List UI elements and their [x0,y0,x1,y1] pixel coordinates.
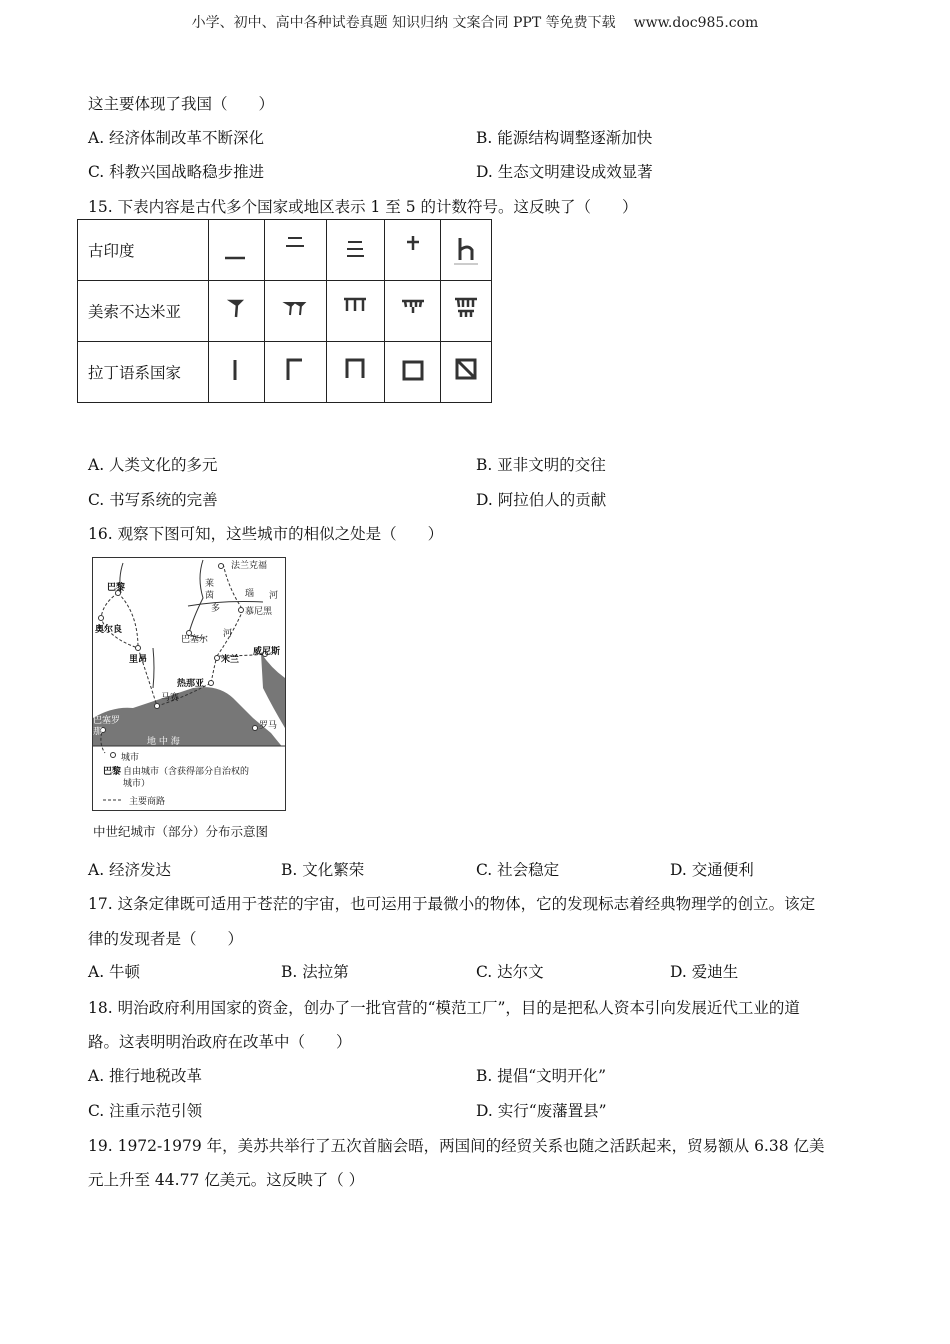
q15-option-d: D. 阿拉伯人的贡献 [476,491,607,509]
meso-numeral-5 [441,281,492,342]
map-title: 中世纪城市（部分）分布示意图 [93,824,269,839]
q17-option-a: A. 牛顿 [88,963,141,981]
meso-numeral-1 [209,281,265,342]
q14-option-b: B. 能源结构调整逐渐加快 [476,129,653,147]
table-row [78,342,492,403]
q14-option-d: D. 生态文明建设成效显著 [476,163,653,181]
india-numeral-1 [209,220,265,281]
legend-free-city: 自由城市（含获得部分自治权的 [123,767,250,777]
latin-numeral-4 [385,342,441,403]
q16-option-b: B. 文化繁荣 [281,861,365,879]
q19-line-1: 19. 1972-1979 年，美苏共举行了五次首脑会晤，两国间的经贸关系也随之活跃起来，贸易额从 6.38 亿美 [88,1137,825,1155]
map-label-milan: 米兰 [221,655,240,665]
map-label-lai: 莱 [205,579,215,589]
latin-numeral-2 [265,342,327,403]
map-label-he: 河 [269,591,279,601]
q17-option-c: C. 达尔文 [476,963,544,981]
q18-line-2: 路。这表明明治政府在改革中（ ） [88,1033,352,1051]
latin-numeral-5 [441,342,492,403]
q15-option-a: A. 人类文化的多元 [88,456,218,474]
q14-stem: 这主要体现了我国（ ） [88,95,275,113]
meso-numeral-2 [265,281,327,342]
row-label-india: 古印度 [78,220,209,281]
map-label-marseille: 马赛 [161,693,180,703]
india-numeral-5 [441,220,492,281]
map-label-munich: 慕尼黑 [245,607,273,617]
map-label-basel: 巴塞尔 [181,635,209,645]
q19-line-2: 元上升至 44.77 亿美元。这反映了（ ） [88,1171,365,1189]
header-url[interactable]: www.doc985.com [633,15,759,31]
page-header [0,12,950,32]
latin-numeral-3 [327,342,385,403]
legend-city: 城市 [121,753,140,763]
q14-option-c: C. 科教兴国战略稳步推进 [88,163,265,181]
legend-paris: 巴黎 [103,767,122,777]
medieval-city-map [92,557,286,811]
map-label-barcelona: 巴塞罗那 [93,716,121,737]
q14-option-a: A. 经济体制改革不断深化 [88,129,265,147]
map-label-nao: 瑙 [245,589,255,599]
map-label-lyon: 里昂 [129,655,148,665]
q15-option-c: C. 书写系统的完善 [88,491,218,509]
q17-line-1: 17. 这条定律既可适用于苍茫的宇宙，也可运用于最微小的物体，它的发现标志着经典物理学的创立。该定 [88,895,816,913]
q18-option-c: C. 注重示范引领 [88,1102,203,1120]
q17-option-b: B. 法拉第 [281,963,349,981]
q18-option-b: B. 提倡“文明开化” [476,1067,607,1085]
india-numeral-2 [265,220,327,281]
q15-stem: 15. 下表内容是古代多个国家或地区表示 1 至 5 的计数符号。这反映了（ ） [88,198,638,216]
q16-option-a: A. 经济发达 [88,861,172,879]
india-numeral-3 [327,220,385,281]
meso-numeral-4 [385,281,441,342]
q18-option-d: D. 实行“废藩置县” [476,1102,607,1120]
legend-trade-route: 主要商路 [129,797,166,807]
map-label-genoa: 热那亚 [177,679,205,689]
row-label-latin: 拉丁语系国家 [78,342,209,403]
q16-option-c: C. 社会稳定 [476,861,560,879]
india-numeral-4 [385,220,441,281]
map-label-rome: 罗马 [259,721,278,731]
map-label-orleans: 奥尔良 [95,625,123,635]
q17-line-2: 律的发现者是（ ） [88,930,244,948]
map-label-paris: 巴黎 [107,583,126,593]
map-label-river: 河 [223,629,233,639]
map-label-duo: 多 [211,604,221,614]
q18-line-1: 18. 明治政府利用国家的资金，创办了一批官营的“模范工厂”，目的是把私人资本引向发展近代工业的道 [88,999,800,1017]
q16-option-d: D. 交通便利 [670,861,754,879]
legend-free-city-cont: 城市） [123,779,151,789]
header-text: 小学、初中、高中各种试卷真题 知识归纳 文案合同 PPT 等免费下载 [191,15,616,31]
meso-numeral-3 [327,281,385,342]
q18-option-a: A. 推行地税改革 [88,1067,203,1085]
map-label-frankfurt: 法兰克福 [231,561,268,571]
q15-option-b: B. 亚非文明的交往 [476,456,606,474]
q16-stem: 16. 观察下图可知，这些城市的相似之处是（ ） [88,525,444,543]
latin-numeral-1 [209,342,265,403]
map-label-venice: 威尼斯 [253,647,281,657]
row-label-mesopotamia: 美索不达米亚 [78,281,209,342]
map-label-yin: 茵 [205,591,215,601]
q17-option-d: D. 爱迪生 [670,963,739,981]
numeral-table [77,219,492,403]
map-label-mediterranean: 地 中 海 [147,737,180,747]
table-row [78,281,492,342]
table-row [78,220,492,281]
